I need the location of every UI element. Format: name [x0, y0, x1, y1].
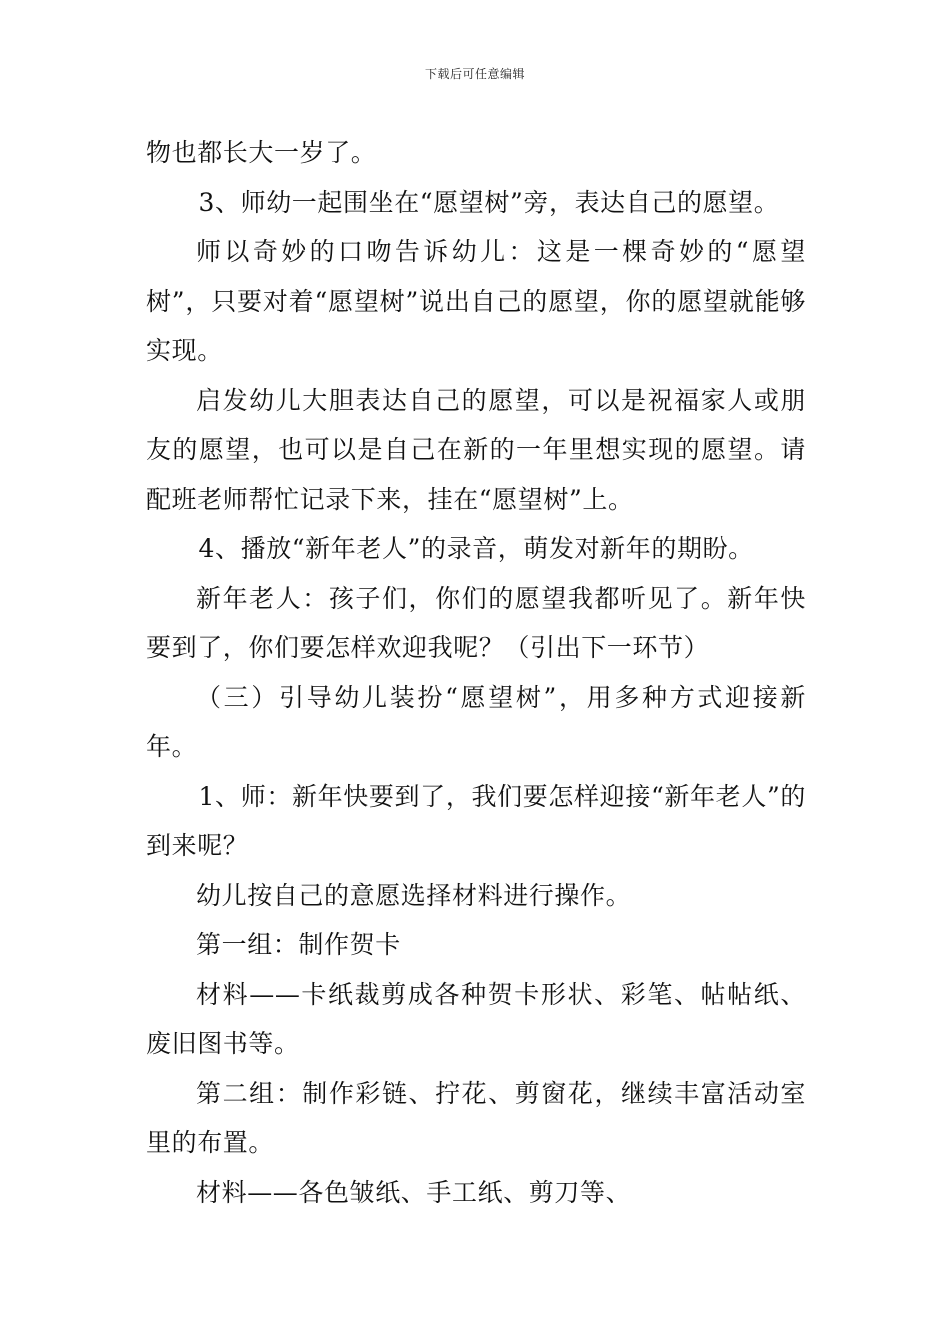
- paragraph-group-1-materials: 材料——卡纸裁剪成各种贺卡形状、彩笔、帖帖纸、废旧图书等。: [146, 979, 806, 1058]
- document-body: [146, 128, 806, 1217]
- paragraph-wish-tree-intro: 师以奇妙的口吻告诉幼儿：这是一棵奇妙的“愿望树”，只要对着“愿望树”说出自己的愿望，你的愿望就能够实现。: [146, 237, 806, 365]
- paragraph-group-1: 第一组：制作贺卡: [196, 930, 401, 959]
- paragraph-continuation: 物也都长大一岁了。: [146, 138, 377, 167]
- paragraph-step-3: 3、师幼一起围坐在“愿望树”旁，表达自己的愿望。: [198, 187, 780, 217]
- paragraph-step-1: 1、师：新年快要到了，我们要怎样迎接“新年老人”的到来呢？: [146, 781, 806, 860]
- paragraph-new-year-elder: 新年老人：孩子们，你们的愿望我都听见了。新年快要到了，你们要怎样欢迎我呢？（引出下一环节）: [146, 583, 806, 662]
- page-header-note: 下载后可任意编辑: [424, 67, 525, 81]
- paragraph-express-wishes: 启发幼儿大胆表达自己的愿望，可以是祝福家人或朋友的愿望，也可以是自己在新的一年里想实现的愿望。请配班老师帮忙记录下来，挂在“愿望树”上。: [146, 385, 806, 514]
- paragraph-section-3: （三）引导幼儿装扮“愿望树”，用多种方式迎接新年。: [146, 682, 806, 761]
- paragraph-step-4: 4、播放“新年老人”的录音，萌发对新年的期盼。: [198, 534, 754, 563]
- paragraph-group-2-materials: 材料——各色皱纸、手工纸、剪刀等、: [196, 1177, 632, 1207]
- paragraph-choose-materials: 幼儿按自己的意愿选择材料进行操作。: [196, 880, 632, 910]
- paragraph-group-2: 第二组：制作彩链、拧花、剪窗花，继续丰富活动室里的布置。: [146, 1078, 806, 1157]
